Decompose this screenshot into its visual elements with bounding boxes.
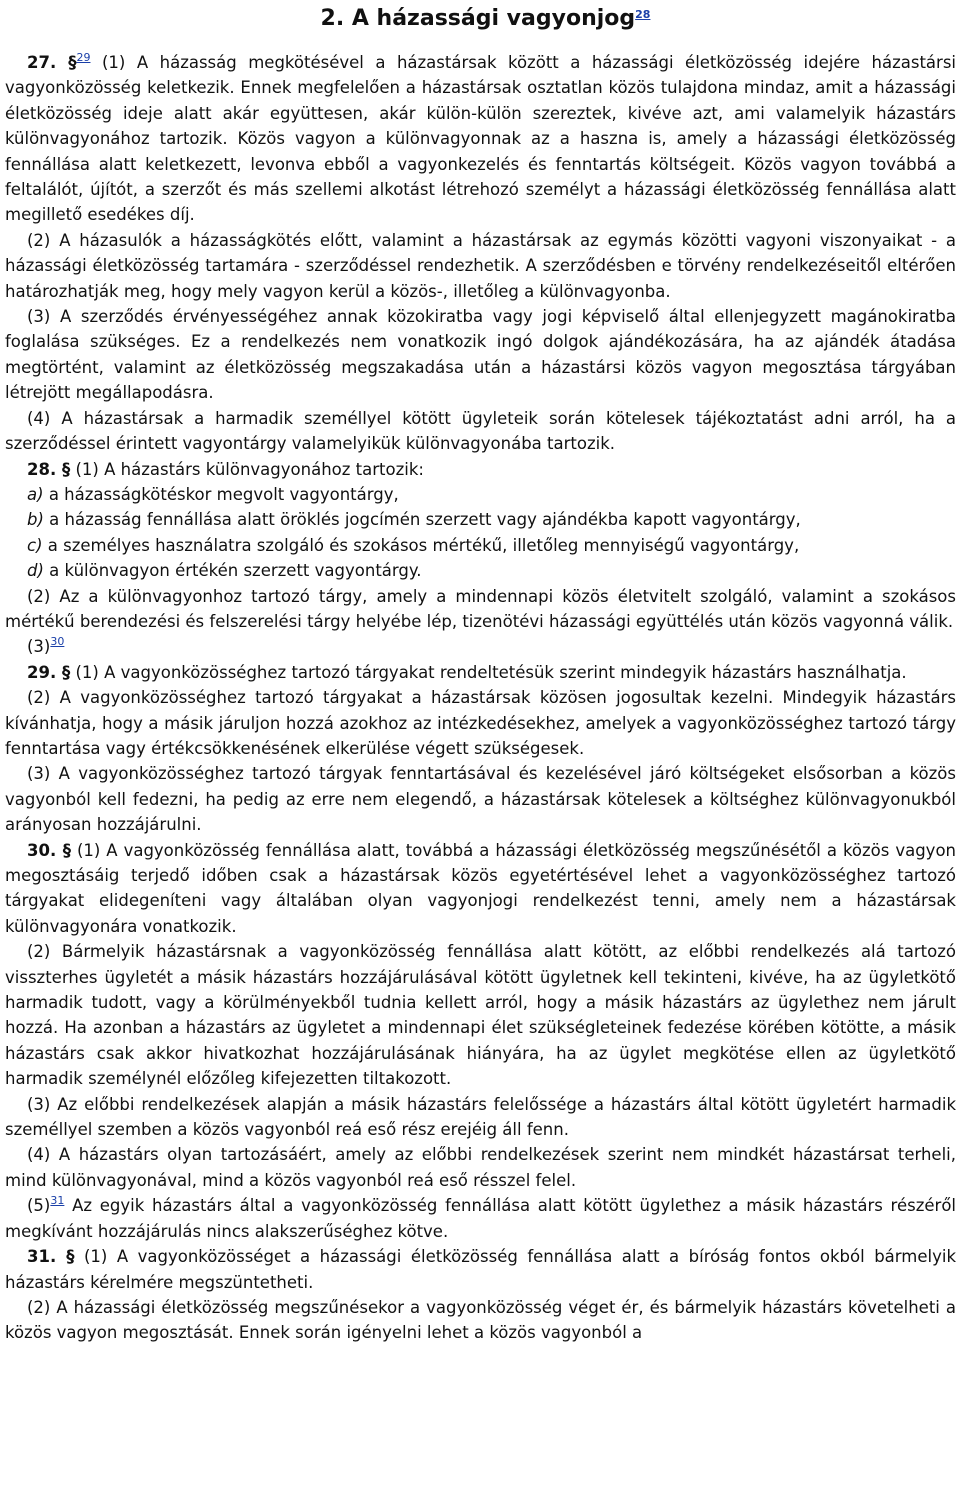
- footnote-link-30[interactable]: 30: [50, 635, 65, 649]
- paragraph-text: (2) Az a különvagyonhoz tartozó tárgy, amely a mindennapi közös életvitelt szolgáló, valamint a szokásos mértékű berendezési és felszerelési tárgy helyébe lép, tizenötévi házassági együttélés után közös vagyonná válik.: [5, 586, 956, 631]
- paragraph-text: (1) A vagyonközösséget a házassági életközösség fennállása alatt a bíróság fontos okból bármelyik házastárs kérelmére megszüntetheti.: [5, 1247, 956, 1292]
- paragraph: [5, 584, 956, 635]
- paragraph-text: (3) Az előbbi rendelkezések alapján a másik házastárs felelőssége a házastárs által kötött ügyletért harmadik személlyel szemben a közös vagyonból reá eső rész erejéig áll fenn.: [5, 1094, 956, 1140]
- paragraph-text: (2) A házasulók a házasságkötés előtt, valamint a házastársak az egymás közötti vagyoni viszonyaikat - a házassági életközösség tartamára - szerződéssel rendezhetik. A szerződésben e törvény rendelkezéseitől eltérően határozhatják meg, hogy mely vagyon kerül a közös-, illetőleg a különvagyonba.: [5, 230, 956, 301]
- paragraph: [5, 1295, 956, 1346]
- paragraph: [5, 761, 956, 837]
- item-letter: d): [27, 561, 44, 581]
- paragraph-text: (5): [27, 1196, 51, 1216]
- section-sign: §: [56, 459, 71, 479]
- section-number: 29.: [27, 662, 57, 682]
- paragraph-text: (4) A házastárs olyan tartozásáért, amely az előbbi rendelkezések szerint nem mindkét házastársat terheli, mind különvagyonával, mind a közös vagyonból reá eső résszel felel.: [5, 1145, 956, 1190]
- paragraph-text: (1) A vagyonközösséghez tartozó tárgyakat rendeltetésük szerint mindegyik házastárs használhatja.: [75, 662, 907, 682]
- section-paragraph: [5, 50, 956, 228]
- section-sign: §: [56, 1247, 75, 1267]
- paragraph-text: (2) A vagyonközösséghez tartozó tárgyakat a házastársak közösen jogosultak kezelni. Mindegyik házastárs kívánhatja, hogy a másik járuljon hozzá azokhoz az intézkedésekhez, amelyek a vagyonközösséghez tartozó tárgy fenntartása vagy értékcsökkenésének elkerülése végett szükségesek.: [5, 688, 956, 758]
- section-paragraph: [5, 838, 956, 940]
- list-item: [5, 482, 956, 507]
- paragraph-text: a különvagyon értékén szerzett vagyontárgy.: [49, 561, 422, 581]
- paragraph-text: a házasság fennállása alatt öröklés jogcímén szerzett vagy ajándékba kapott vagyontárgy,: [49, 510, 801, 530]
- list-item: [5, 558, 956, 583]
- page-title: [5, 4, 956, 34]
- paragraph-text: (3): [27, 637, 51, 657]
- section-paragraph: [5, 660, 956, 685]
- section-paragraph: [5, 457, 956, 482]
- paragraph-text: a házasságkötéskor megvolt vagyontárgy,: [48, 484, 399, 504]
- item-letter: a): [27, 484, 44, 504]
- item-letter: c): [27, 535, 43, 555]
- paragraph-text: (2) Bármelyik házastársnak a vagyonközösség fennállása alatt kötött, az előbbi rendelkezés alá tartozó visszterhes ügyletét a másik házastárs hozzájárulásával kötött ügyletnek kell tekinteni, kivéve, ha az ügyletkötő harmadik tudott, vagy a körülményekből tudnia kellett arról, hogy a másik házastárs az ügylethez nem járult hozzá. Ha azonban a házastárs az ügyletet a mindennapi élet szükségleteinek fedezése körében kötötte, a másik házastárs csak akkor hivatkozhat hozzájárulásának hiányára, ha az ügylet megkötése ellen az ügyletkötő harmadik személynél előzőleg kifejezetten tiltakozott.: [5, 942, 956, 1089]
- paragraph-text: (3) A szerződés érvényességéhez annak közokiratba vagy jogi képviselő által ellenjegyzett magánokiratba foglalása szükséges. Ez a rendelkezés nem vonatkozik ingó dolgok ajándékozására, ha az ajándék átadása megtörtént, valamint az életközösség megszakadása után a házastársi közös vagyon megosztása tárgyában létrejött megállapodásra.: [5, 307, 956, 403]
- paragraph: [5, 939, 956, 1091]
- document: [0, 4, 960, 1346]
- section-sign: §: [56, 53, 77, 72]
- paragraph: [5, 1193, 956, 1244]
- paragraph: [5, 406, 956, 457]
- section-sign: §: [56, 840, 71, 860]
- item-letter: b): [27, 510, 44, 530]
- section-paragraph: [5, 1244, 956, 1295]
- footnote-link-28[interactable]: 28: [635, 8, 651, 21]
- paragraph-text: a személyes használatra szolgáló és szokásos mértékű, illetőleg mennyiségű vagyontárgy,: [47, 535, 800, 555]
- list-item: [5, 533, 956, 558]
- title-text: 2. A házassági vagyonjog: [320, 6, 636, 31]
- paragraph-text: (1) A vagyonközösség fennállása alatt, továbbá a házassági életközösség megszűnésétől a közös vagyon megosztásáig terjedő időben csak a házastársak közös egyetértésével lehet a vagyonközösséghez tartozó tárgyakat elidegeníteni vagy általában olyan vagyonjogi rendelkezést tenni, amely nem a házastársak különvagyonára vonatkozik.: [5, 840, 957, 936]
- section-number: 31.: [27, 1247, 57, 1267]
- section-number: 30.: [27, 840, 57, 860]
- paragraph: [5, 228, 956, 304]
- paragraph: [5, 304, 956, 406]
- section-sign: §: [56, 662, 71, 682]
- document-body: [5, 50, 956, 1346]
- paragraph-text: (4) A házastársak a harmadik személlyel kötött ügyleteik során kötelesek tájékoztatást adni arról, ha a szerződéssel érintett vagyontárgy valamelyikük különvagyonába tartozik.: [5, 408, 956, 454]
- paragraph-text-continued: Az egyik házastárs által a vagyonközösség fennállása alatt kötött ügylethez a másik házastárs részéről megkívánt hozzájárulás nincs alakszerűséghez kötve.: [5, 1196, 956, 1241]
- paragraph-text: (3) A vagyonközösséghez tartozó tárgyak fenntartásával és kezelésével járó költségeket elsősorban a közös vagyonból kell fedezni, ha pedig az erre nem elegendő, a házastársak kötelesek a költséghez különvagyonukból arányosan hozzájárulni.: [5, 764, 956, 835]
- list-item: [5, 507, 956, 532]
- paragraph-text: (1) A házasság megkötésével a házastársak között a házassági életközösség idejére házastársi vagyonközösség keletkezik. Ennek megfelelően a házastársak osztatlan közös tulajdona mindaz, amit a házassági életközösség ideje alatt akár együttesen, akár külön-külön szereztek, kivéve azt, ami valamelyik házastárs különvagyonához tartozik. Közös vagyon a különvagyonnak az a haszna is, amely a házassági életközösség fennállása alatt keletkezett, levonva ebből a vagyonkezelés és fenntartás költségeit. Közös vagyon továbbá a feltalálót, újítót, a szerzőt és más szellemi alkotást létrehozó személyt a házassági életközösség fennállása alatt megillető esedékes díj.: [5, 53, 957, 225]
- footnote-link-31[interactable]: 31: [50, 1194, 65, 1208]
- paragraph: [5, 1092, 956, 1143]
- section-number: 27.: [27, 53, 57, 72]
- section-number: 28.: [27, 459, 57, 479]
- paragraph: [5, 685, 956, 761]
- footnote-link-29[interactable]: 29: [76, 51, 91, 64]
- paragraph-text: (1) A házastárs különvagyonához tartozik:: [75, 459, 424, 479]
- paragraph-text: (2) A házassági életközösség megszűnésekor a vagyonközösség véget ér, és bármelyik házastárs követelheti a közös vagyon megosztását. Ennek során igényelni lehet a közös vagyonból a: [5, 1297, 956, 1343]
- paragraph: [5, 634, 956, 659]
- paragraph: [5, 1142, 956, 1193]
